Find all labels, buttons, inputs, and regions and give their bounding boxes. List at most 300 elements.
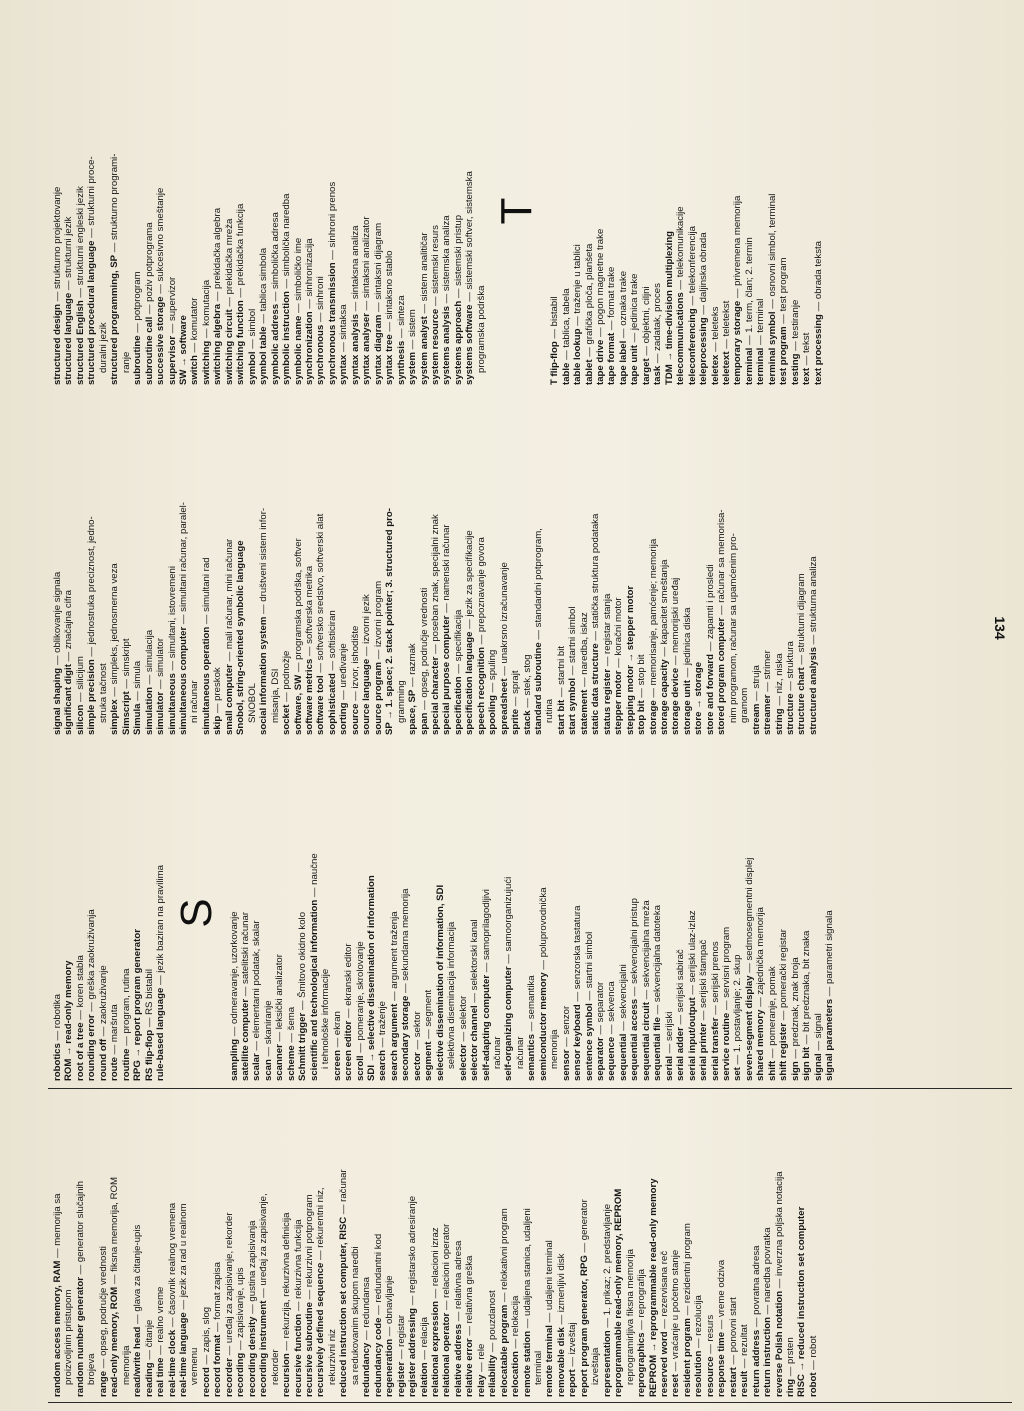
glossary-entry [567, 395, 578, 735]
entry-definition: generator [578, 1199, 590, 1241]
entry-definition: sistem analitičar [418, 232, 430, 302]
entry-definition: sistemska analiza [441, 215, 453, 292]
entry-definition: test program [778, 257, 790, 312]
glossary-entry [167, 395, 178, 735]
glossary-entry [293, 395, 304, 735]
entry-term: table lookup [572, 328, 584, 385]
glossary-entry [412, 745, 423, 1081]
entry-definition: ekran [331, 1011, 343, 1036]
glossary-entry [178, 395, 189, 735]
entry-dash: — [549, 326, 561, 342]
entry-dash: — [52, 1245, 63, 1261]
entry-definition: registar [395, 1314, 407, 1347]
glossary-entry [201, 37, 212, 385]
entry-dash: — [326, 658, 338, 674]
entry-term: scroll [354, 1055, 366, 1081]
entry-term: shift register [778, 1022, 790, 1081]
entry-definition: skaniranje [262, 1000, 274, 1045]
entry-dash: — [510, 693, 522, 709]
glossary-entry [687, 37, 698, 385]
entry-dash: — [63, 649, 75, 665]
entry-dash: — [526, 1019, 538, 1035]
entry-definition: opseg, područje vrednosti [418, 587, 430, 698]
entry-term: reverse Polish notation [773, 1290, 785, 1397]
glossary-entry [407, 1097, 418, 1397]
entry-dash: — [189, 340, 201, 356]
entry-dash: — [652, 1002, 664, 1018]
entry-dash: — [303, 1287, 315, 1303]
entry-dash: — [801, 353, 813, 368]
entry-dash: — [686, 293, 698, 309]
entry-definition: prekidačka funkcija [235, 203, 247, 286]
entry-term: small computer [223, 664, 235, 735]
entry-definition: sinhronizacija [303, 238, 315, 297]
entry-dash: — [732, 285, 744, 301]
entry-term: status register [601, 668, 613, 735]
entry-term: reduced instruction set computer, RISC [338, 1216, 350, 1397]
glossary-entry [361, 37, 372, 385]
glossary-entry [824, 745, 835, 1081]
glossary-entry [801, 37, 812, 385]
glossary-entry [286, 745, 297, 1081]
entry-dash: — [709, 1002, 721, 1018]
entry-dash: — [384, 1323, 396, 1339]
entry-term: real-time language [177, 1312, 189, 1397]
entry-term: ring [785, 1378, 796, 1397]
entry-term: Simula [132, 703, 144, 735]
entry-definition: koren stabla [74, 955, 86, 1008]
entry-term: result [739, 1370, 751, 1397]
entry-definition: semantika [526, 975, 538, 1020]
entry-definition: rekurzija, rekurzivna definicija [281, 1212, 293, 1339]
entry-term: serial printer [698, 1022, 710, 1081]
glossary-entry [396, 1097, 407, 1397]
entry-term: target [640, 358, 652, 385]
entry-continuation [728, 395, 739, 735]
entry-term: sensor [560, 1049, 572, 1081]
entry-term: serial input/output [686, 997, 698, 1081]
glossary-entry [698, 37, 709, 385]
entry-definition: rezervisana reč [659, 1250, 671, 1317]
entry-dash: — [395, 1346, 407, 1362]
entry-term: real-time clock [166, 1329, 178, 1397]
entry-definition: sekvenca [606, 981, 618, 1022]
glossary-entry [86, 395, 97, 735]
entry-definition: leksički analizator [274, 954, 286, 1030]
entry-dash: — [704, 639, 716, 654]
glossary-entry [613, 395, 624, 735]
glossary-entry [212, 395, 223, 735]
entry-dash: — [303, 296, 315, 312]
entry-term: round off [97, 1038, 109, 1081]
entry-definition: sistemski pristup [452, 214, 464, 286]
entry-definition: zapis, slog [200, 1306, 212, 1353]
entry-term: teleprocessing [698, 317, 710, 385]
entry-definition: resurs [704, 1314, 716, 1342]
entry-term: semiconductor memory [537, 972, 549, 1081]
entry-dash: — [617, 1018, 629, 1034]
entry-dash: — [567, 663, 579, 678]
entry-dash: — [636, 1317, 648, 1333]
entry-dash: — [109, 684, 121, 700]
entry-dash: — [235, 285, 247, 301]
entry-dash: — [177, 1297, 189, 1313]
glossary-entry [350, 395, 361, 735]
glossary-entry [648, 1097, 659, 1397]
entry-dash: — [349, 688, 361, 704]
entry-definition: vremenu [189, 1347, 201, 1385]
glossary-entry [400, 745, 411, 1081]
entry-term: T flip-flop [549, 341, 561, 385]
glossary-entry [389, 745, 400, 1081]
glossary-entry [813, 37, 824, 385]
glossary-entry [430, 37, 441, 385]
entry-dash: — [796, 652, 808, 668]
entry-definition: privremena memorija [732, 195, 744, 286]
entry-definition: sekundarna memorija [400, 888, 412, 981]
entry-dash: — [750, 688, 762, 704]
glossary-entry [751, 395, 762, 735]
glossary-entry [155, 395, 166, 735]
entry-continuation [270, 395, 281, 735]
entry-dash: — [303, 643, 315, 659]
entry-term: system analyst [418, 316, 430, 385]
entry-definition: jezik za rad u realnom [177, 1203, 189, 1298]
glossary-entry [258, 395, 269, 735]
glossary-entry [407, 37, 418, 385]
entry-definition: pomeranje, skrolovanje [354, 941, 366, 1041]
entry-dash: — [498, 663, 510, 679]
entry-dash: — [670, 652, 682, 668]
entry-term: selector channel [469, 1005, 481, 1081]
glossary-entry [481, 745, 492, 1081]
entry-definition: argument traženja [388, 911, 400, 989]
entry-term: sorting [338, 702, 350, 735]
entry-definition: samoorganizujući [503, 876, 515, 952]
glossary-entry [304, 37, 315, 385]
entry-definition: ekranski editor [343, 943, 355, 1006]
entry-term: real time [155, 1357, 167, 1397]
entry-definition: startni simbol [567, 606, 579, 663]
entry-dash: — [395, 325, 407, 341]
glossary-entry [240, 745, 251, 1081]
entry-dash: — [807, 632, 819, 648]
entry-definition: selektorski kanal [469, 919, 481, 991]
glossary-entry [327, 37, 338, 385]
glossary-entry [178, 37, 189, 385]
entry-dash: — [475, 1359, 487, 1375]
entry-definition: gramom [739, 687, 751, 723]
entry-dash: — [704, 1341, 716, 1357]
entry-dash: — [143, 301, 155, 317]
entry-dash: — [675, 1012, 687, 1028]
entry-definition: softverska metrika [303, 565, 315, 644]
entry-definition: servisni program [721, 926, 733, 998]
entry-term: route [109, 1057, 121, 1081]
entry-term: screen editor [343, 1020, 355, 1081]
entry-term: sentence symbol [583, 1003, 595, 1081]
entry-term: stepper motor [613, 670, 625, 735]
entry-definition: rutina [544, 699, 556, 723]
glossary-entry [453, 1097, 464, 1397]
entry-definition: sekvencijalna mreža [640, 900, 652, 988]
entry-dash: — [281, 689, 293, 705]
entry-term: source [349, 703, 361, 735]
entry-definition: strimer [762, 650, 774, 680]
entry-definition: sedmosegmentni displej [743, 857, 755, 961]
entry-term: significant digit [63, 664, 75, 735]
entry-dash: — [789, 1046, 801, 1062]
entry-definition: strukturni engleski jezik [74, 186, 86, 286]
glossary-entry [132, 745, 143, 1081]
entry-definition: teleteks [709, 306, 721, 340]
entry-definition: stek, stog [521, 654, 533, 696]
entry-dash: — [755, 332, 767, 348]
entry-term: random access memory, RAM [52, 1260, 63, 1397]
entry-term: REPROM → reprogrammable read-only memory [647, 1178, 659, 1397]
glossary-entry [732, 37, 743, 385]
entry-term: scheme [285, 1045, 297, 1081]
entry-definition: jezik baziran na pravilima [155, 865, 167, 973]
entry-dash: — [109, 1042, 121, 1058]
entry-dash: — [721, 997, 733, 1013]
entry-definition: rekurentni niz, [315, 1187, 327, 1248]
entry-definition: serijski ulaz-izlaz [686, 910, 698, 983]
entry-definition: ni računar [189, 680, 201, 723]
glossary-entry [441, 395, 452, 735]
entry-term: structured language [63, 292, 75, 385]
entry-definition: relokacija [510, 1295, 522, 1337]
entry-term: storage unit [681, 680, 693, 735]
entry-dash: — [155, 972, 167, 988]
entry-definition: robot [807, 1335, 819, 1358]
entry-dash: — [74, 285, 86, 301]
entry-dash: — [544, 1310, 556, 1326]
entry-term: tape label [617, 340, 629, 385]
entry-definition: simbol [246, 308, 258, 337]
glossary-entry [258, 37, 269, 385]
glossary-entry [778, 745, 789, 1081]
entry-definition: RS bistabil [143, 969, 155, 1015]
entry-dash: — [601, 1315, 613, 1331]
entry-dash: — [464, 616, 476, 632]
entry-term: restart [727, 1367, 739, 1397]
entry-continuation [350, 1097, 361, 1397]
entry-definition: sekvencijalni pristup [629, 898, 641, 984]
entry-term: structured English [74, 300, 86, 385]
entry-term: self-adapting computer [480, 974, 492, 1081]
entry-term: system resource [429, 308, 441, 385]
entry-dash: — [212, 289, 224, 304]
entry-definition: redundantni kod [372, 1233, 384, 1303]
entry-term: speech recognition [475, 647, 487, 735]
entry-definition: objektni, ciljni [640, 286, 652, 344]
entry-term: subroutine [132, 335, 144, 385]
entry-dash: — [698, 1007, 710, 1023]
entry-definition: izvorni jezik [361, 594, 373, 644]
glossary-entry [544, 1097, 555, 1397]
entry-term: relative address [452, 1323, 464, 1397]
glossary-entry [687, 745, 698, 1081]
glossary-entry [52, 1097, 63, 1397]
entry-definition: naredba povratka [762, 1227, 774, 1303]
entry-dash: — [629, 983, 641, 999]
entry-dash: — [143, 1347, 155, 1363]
glossary-entry [602, 1097, 613, 1397]
entry-definition: sinhroni prenos [326, 181, 338, 248]
glossary-entry [659, 1097, 670, 1397]
entry-term: robotics [52, 1043, 63, 1081]
entry-dash: — [572, 989, 584, 1005]
entry-definition: prekidačka algebra [212, 207, 224, 290]
entry-definition: strukturni jezik [63, 216, 75, 278]
entry-dash: — [498, 1289, 510, 1305]
entry-dash: — [727, 1352, 739, 1368]
entry-definition: maršruta [109, 1004, 121, 1043]
entry-definition: sintaksni dijagram [372, 222, 384, 300]
entry-term: syntax [338, 354, 350, 385]
glossary-entry [755, 745, 766, 1081]
entry-dash: — [766, 1045, 778, 1061]
glossary-entry [247, 1097, 258, 1397]
entry-dash: — [681, 665, 693, 681]
entry-definition: zapisivanje, upis [235, 1267, 247, 1338]
glossary-entry [796, 1097, 807, 1397]
glossary-entry [201, 395, 212, 735]
entry-dash: — [429, 293, 441, 309]
entry-definition: programska podrška, softver [292, 538, 304, 660]
glossary-entry [144, 37, 155, 385]
entry-dash: — [239, 983, 251, 999]
entry-dash: — [200, 611, 212, 627]
entry-dash: — [285, 1030, 297, 1046]
glossary-entry [52, 395, 63, 735]
entry-term: sophisticated [326, 673, 338, 735]
entry-term: social information system [258, 616, 270, 735]
entry-term: TDM → time-division multiplexing [663, 230, 675, 385]
entry-dash: — [698, 302, 710, 318]
entry-continuation [515, 745, 526, 1081]
entry-dash: — [52, 1028, 63, 1044]
entry-dash: — [429, 1286, 441, 1302]
entry-definition: sinhroni [315, 276, 327, 310]
entry-term: symbol table [258, 326, 270, 385]
entry-definition: zaokruživanje [97, 965, 109, 1024]
entry-dash: — [343, 1005, 355, 1021]
glossary-entry [693, 1097, 704, 1397]
glossary-entry [510, 1097, 521, 1397]
glossary-entry [167, 1097, 178, 1397]
entry-term: supervisor [166, 335, 178, 385]
entry-dash: — [595, 1022, 607, 1038]
entry-definition: rezultat [739, 1324, 751, 1356]
entry-definition: traženje u tablici [572, 244, 584, 314]
entry-term: terminal [755, 347, 767, 385]
entry-definition: serijski sabirač [675, 949, 687, 1013]
entry-term: reserved word [659, 1331, 671, 1397]
entry-term: segment [423, 1041, 435, 1081]
entry-definition: vreme odziva [716, 1259, 728, 1317]
entry-dash: — [349, 299, 361, 315]
glossary-entry [751, 1097, 762, 1397]
entry-dash: — [606, 317, 618, 333]
glossary-entry [109, 1097, 120, 1397]
glossary-entry [229, 745, 240, 1081]
entry-term: SDI → selective dissemination of information [365, 875, 377, 1081]
entry-dash: — [52, 652, 63, 668]
entry-term: switching algebra [212, 303, 224, 385]
entry-definition: namenski računar [441, 524, 453, 601]
entry-definition: satelitski računar [239, 911, 251, 984]
entry-term: tablet [583, 359, 595, 385]
entry-dash: — [86, 999, 98, 1015]
entry-dash: — [407, 674, 419, 690]
entry-definition: program, rutina [120, 968, 132, 1034]
glossary-entry [664, 745, 675, 1081]
entry-term: relocation [510, 1351, 522, 1397]
entry-term: string [773, 708, 785, 735]
entry-term: record [200, 1367, 212, 1397]
entry-dash: — [766, 296, 778, 312]
glossary-entry [785, 1097, 796, 1397]
entry-definition: format trake [606, 266, 618, 318]
glossary-entry [396, 37, 407, 385]
glossary-entry [293, 37, 304, 385]
glossary-entry [373, 1097, 384, 1397]
entry-term: read-only memory, ROM [109, 1286, 121, 1397]
entry-definition: memorijski uređaj [670, 577, 682, 653]
entry-term: syntax tree [384, 334, 396, 385]
entry-term: signal [812, 1053, 824, 1081]
entry-definition: jezik za specifikacije [464, 530, 476, 617]
glossary-entry [487, 395, 498, 735]
entry-definition: strukturna analiza [807, 556, 819, 633]
glossary-entry [664, 37, 675, 385]
entry-definition: kapacitet smeštanja [659, 559, 671, 645]
entry-term: recursive function [292, 1313, 304, 1397]
entry-definition: sa redukovanim skupom naredbi [349, 1246, 361, 1385]
entry-dash: — [228, 1023, 240, 1039]
entry-definition: podnožje [281, 650, 293, 690]
entry-definition: grafička ploča, planšeta [583, 243, 595, 345]
glossary-entry [629, 37, 640, 385]
entry-definition: udaljeni terminal [544, 1240, 556, 1311]
entry-term: sector [411, 1052, 423, 1081]
glossary-entry [682, 395, 693, 735]
glossary-entry [652, 745, 663, 1081]
entry-dash: — [326, 247, 338, 263]
entry-dash: — [372, 647, 384, 662]
entry-dash: — [487, 680, 499, 696]
entry-dash: — [640, 987, 652, 1003]
entry-term: removable disk [555, 1327, 567, 1397]
entry-term: sensor keyboard [572, 1004, 584, 1081]
entry-definition: simpleks, jednosmerna veza [109, 563, 121, 685]
glossary-entry [281, 395, 292, 735]
entry-dash: — [212, 1319, 224, 1335]
entry-term: Snobol, string-oriented symbolic language [235, 540, 247, 735]
entry-definition: glava za čitanje-upis [132, 1224, 144, 1312]
glossary-entry [556, 395, 567, 735]
entry-definition: telekonferencija [686, 226, 698, 294]
glossary-entry [458, 745, 469, 1081]
glossary-entry [224, 1097, 235, 1397]
entry-dash: — [487, 1339, 499, 1355]
glossary-entry [584, 745, 595, 1081]
entry-term: recorder [223, 1358, 235, 1397]
entry-term: task [652, 365, 664, 385]
entry-definition: Šmitovo okidno kolo [297, 911, 309, 998]
